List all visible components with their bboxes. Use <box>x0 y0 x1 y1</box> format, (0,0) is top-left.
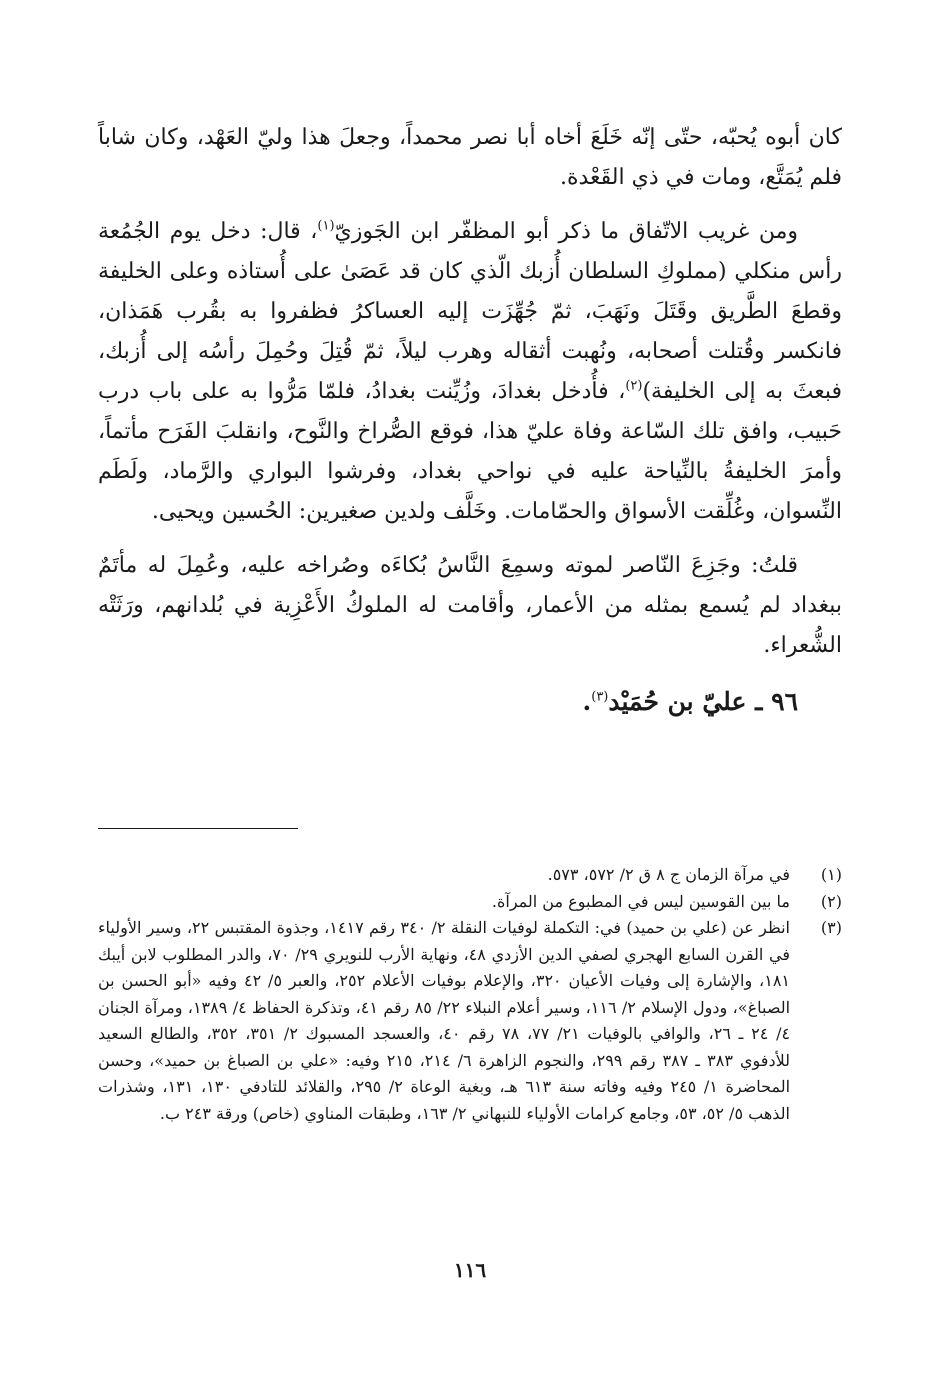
entry-number: ٩٦ ـ <box>755 687 798 716</box>
footnote-1 <box>98 862 842 889</box>
footnote-ref-3[interactable]: (٣) <box>591 689 609 705</box>
main-text <box>98 118 842 724</box>
footnote-number: (٣) <box>820 918 842 937</box>
footnote-ref-2[interactable]: (٢) <box>625 378 643 394</box>
paragraph-2-text-c: ، فأُدخل بغدادَ، وزُيِّنت بغدادُ، فلمّا مَرُّوا به على باب درب حَبيب، وافق تلك السّاعة وفاة عليّ هذا، فوقع الصُّراخ والنَّوح، وانقلبَ الفَرَح مأتماً، وأمرَ الخليفةُ بالنِّياحة عليه في نواحي بغداد، وفرشوا البواري والرَّماد، ولَطَم النِّسوان، وغُلِّقت الأسواق والحمّامات. وخَلَّف ولدين صغيرين: الحُسين ويحيى. <box>98 379 842 524</box>
footnote-divider <box>98 828 298 829</box>
footnote-text: ما بين القوسين ليس في المطبوع من المرآة. <box>491 891 790 911</box>
entry-heading <box>98 680 798 724</box>
footnote-2 <box>98 889 842 916</box>
page-number: ١١٦ <box>453 1258 487 1282</box>
footnote-3 <box>98 915 842 1127</box>
entry-title: عليّ بن حُمَيْد <box>608 687 747 716</box>
footnote-text: في مرآة الزمان ج ٨ ق ٢/ ٥٧٢، ٥٧٣. <box>547 865 790 884</box>
paragraph-2-text-b: ، قال: دخل يوم الجُمُعة رأس منكلي (مملوكِ السلطان أُزبك الّذي كان قد عَصَىٰ على أُستاذه وعلى الخليفة وقطعَ الطَّريق وقَتَلَ ونَهَبَ، ثمّ جُهِّزَت إليه العساكرُ فظفروا به بقُرب هَمَذان، فانكسر وقُتلت أصحابه، ونُهبت أثقاله وهرب ليلاً، ثمّ قُتِلَ وحُمِلَ رأسُه إلى أُزبك، فبعثَ به إلى الخليفة) <box>98 219 842 404</box>
paragraph-2 <box>98 212 842 532</box>
paragraph-2-text-a: ومن غريب الاتّفاق ما ذكر أبو المظفّر ابن الجَوزيّ <box>334 219 798 244</box>
footnote-number: (١) <box>820 865 842 884</box>
footnotes <box>98 862 842 1127</box>
paragraph-3 <box>98 546 842 666</box>
paragraph-3-text: قلتُ: وجَزِعَ النّاصر لموته وسمِعَ النَّاسُ بُكاءَه وصُراخه عليه، وعُمِلَ له مأتَمٌ ببغداد لم يُسمع بمثله من الأعمار، وأقامت له الملوكُ الأَعْزِية في بُلدانهم، ورَثَتْه الشُّعراء. <box>98 553 842 658</box>
footnote-number: (٢) <box>820 891 842 911</box>
entry-title-tail: . <box>582 687 592 716</box>
paragraph-1 <box>98 118 842 198</box>
paragraph-1-text: كان أبوه يُحبّه، حتّى إنّه خَلَعَ أخاه أبا نصر محمداً، وجعلَ هذا وليّ العَهْد، وكان شاباً فلم يُمَتَّع، ومات في ذي القَعْدة. <box>98 125 842 190</box>
footnote-text: انظر عن (علي بن حميد) في: التكملة لوفيات النقلة ٢/ ٣٤٠ رقم ١٤١٧، وجذوة المقتبس ٢٢، وسير الأولياء في القرن السابع الهجري لصفي الدين الأزدي ٤٨، ونهاية الأرب للنويري ٢٩/ ٧٠، والدر المطلوب لابن أيبك ١٨١، والإشارة إلى وفيات الأعيان ٣٢٠، والإعلام بوفيات الأعلام ٢٥٢، والعبر ٥/ ٤٢ وفيه «أبو الحسن بن الصباغ»، ودول الإسلام ٢/ ١١٦، وسير أعلام النبلاء ٢٢/ ٨٥ رقم ٤١، وتذكرة الحفاظ ٤/ ١٣٨٩، ومرآة الجنان ٤/ ٢٤ ـ ٢٦، والوافي بالوفيات ٢١/ ٧٧، ٧٨ رقم ٤٠، والعسجد المسبوك ٢/ ٣٥١، ٣٥٢، والطالع السعيد للأدفوي ٣٨٣ ـ ٣٨٧ رقم ٢٩٩، والنجوم الزاهرة ٦/ ٢١٤، ٢١٥ وفيه: «علي بن الصباغ بن حميد»، وحسن المحاضرة ١/ ٢٤٥ وفيه وفاته سنة ٦١٣ هـ، وبغية الوعاة ٢/ ٢٩٥، والقلائد للتادفي ١٣٠، ١٣١، وشذرات الذهب ٥/ ٥٢، ٥٣، وجامع كرامات الأولياء للنبهاني ٢/ ١٦٣، وطبقات المناوي (خاص) ورقة ٢٤٣ ب. <box>98 918 791 1123</box>
footnote-ref-1[interactable]: (١) <box>317 218 335 234</box>
